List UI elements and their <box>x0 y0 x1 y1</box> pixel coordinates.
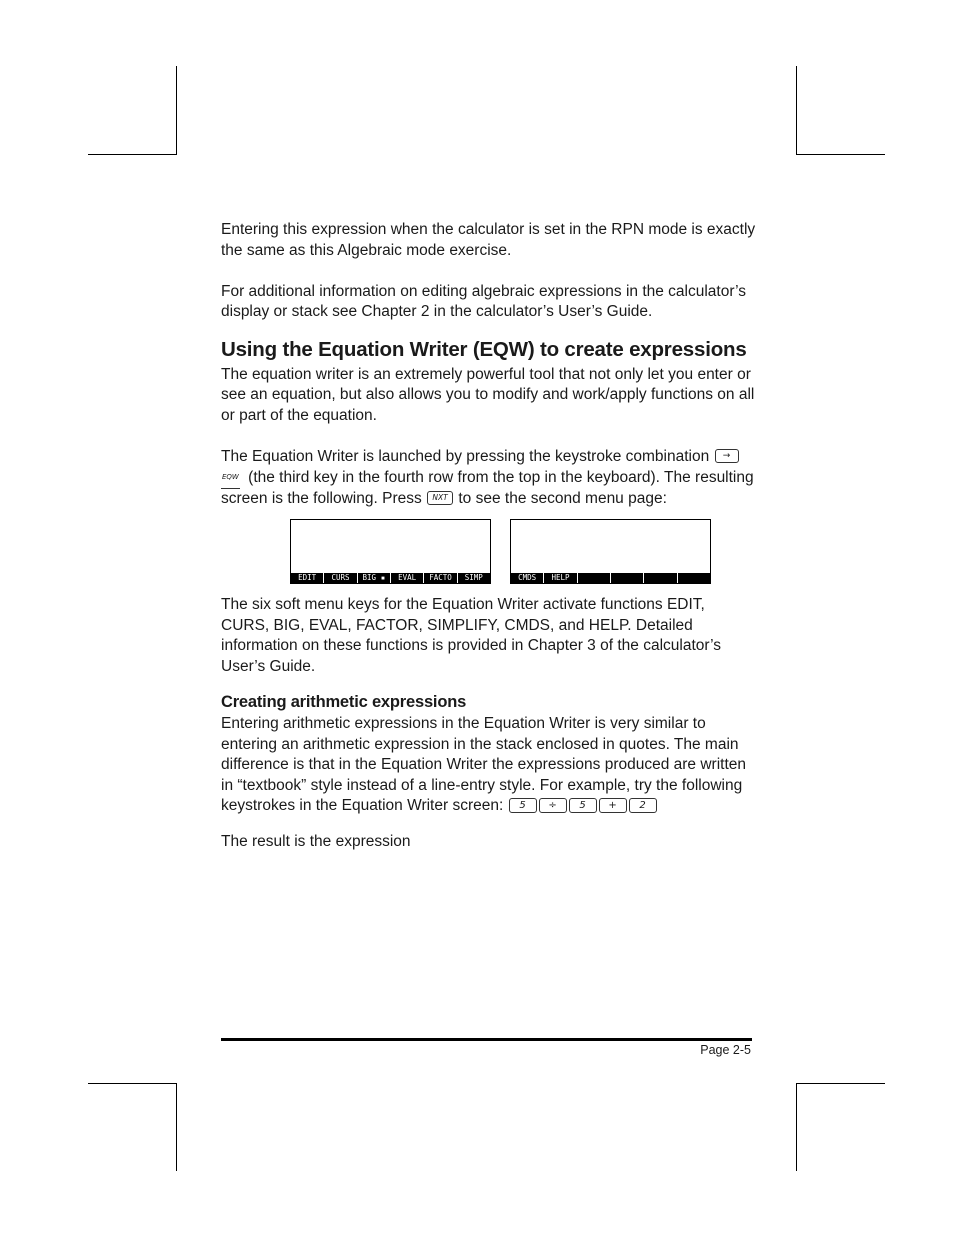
paragraph-keystrokes <box>221 447 756 510</box>
nxt-key-icon: NXT <box>427 491 453 505</box>
key-5-icon: 5 <box>569 798 597 813</box>
paragraph: For additional information on editing algebraic expressions in the calculator’s display or stack see Chapter 2 in the calculator’s User’s Guide. <box>221 282 747 320</box>
soft-menu-key <box>644 573 677 583</box>
crop-mark <box>796 66 797 154</box>
soft-menu-key: EVAL <box>391 573 424 583</box>
divide-key-icon: ÷ <box>539 798 567 813</box>
footer-rule <box>221 1038 752 1041</box>
soft-menu-key: BIG ▪ <box>358 573 391 583</box>
key-5-icon: 5 <box>509 798 537 813</box>
eqw-key-label: EQW <box>221 467 240 489</box>
crop-mark <box>796 1083 797 1171</box>
page-number: Page 2-5 <box>700 1043 751 1057</box>
soft-menu-key: SIMP <box>464 573 483 582</box>
paragraph-text: to see the second menu page: <box>458 489 667 507</box>
calculator-screens <box>221 509 756 595</box>
calculator-screen-2 <box>510 519 711 584</box>
paragraph: Entering this expression when the calculator is set in the RPN mode is exactly the same as this Algebraic mode exercise. <box>221 221 756 259</box>
crop-mark <box>88 1083 177 1084</box>
paragraph-text: (the third key in the fourth row from the top in the keyboard). The resulting screen is the following. Press <box>221 468 754 507</box>
soft-menu-key: EDIT <box>291 573 324 583</box>
soft-menu-key <box>578 573 611 583</box>
crop-mark <box>176 66 177 154</box>
section-heading: Using the Equation Writer (EQW) to create expressions <box>221 337 747 361</box>
soft-menu-bar <box>511 573 710 583</box>
paragraph: The equation writer is an extremely powerful tool that not only let you enter or see an equation, but also allows you to modify and work/apply functions on all or part of the equation. <box>221 365 755 424</box>
paragraph: The result is the expression <box>221 832 411 850</box>
soft-menu-key: CURS <box>324 573 357 583</box>
paragraph-text: The Equation Writer is launched by pressing the keystroke combination <box>221 447 710 465</box>
soft-menu-key <box>611 573 644 583</box>
calculator-screen-1 <box>290 519 491 584</box>
key-2-icon: 2 <box>629 798 657 813</box>
soft-menu-key: CMDS <box>511 573 544 583</box>
subsection-heading: Creating arithmetic expressions <box>221 693 467 711</box>
crop-mark <box>796 154 885 155</box>
right-shift-key-icon: → <box>715 449 739 463</box>
soft-menu-key: FACTO <box>424 573 457 583</box>
crop-mark <box>796 1083 885 1084</box>
soft-menu-key: HELP <box>544 573 577 583</box>
crop-mark <box>88 154 177 155</box>
crop-mark <box>176 1083 177 1171</box>
paragraph: The six soft menu keys for the Equation Writer activate functions EDIT, CURS, BIG, EVAL, FACTOR, SIMPLIFY, CMDS, and HELP. Detailed information on these functions is provided in Chapter 3 of the calculator’s User’s Guide. <box>221 596 722 675</box>
page-body <box>221 220 756 852</box>
paragraph-text: Entering arithmetic expressions in the Equation Writer is very similar to entering an arithmetic expression in the stack enclosed in quotes. The main difference is that in the Equation Writer the expressions produced are written in “textbook” style instead of a line-entry style. For example, try the following keystrokes in the Equation Writer screen: <box>221 715 746 814</box>
soft-menu-bar <box>291 573 490 583</box>
soft-menu-key <box>678 573 710 583</box>
plus-key-icon: + <box>599 798 627 813</box>
paragraph-keystrokes <box>221 714 756 817</box>
